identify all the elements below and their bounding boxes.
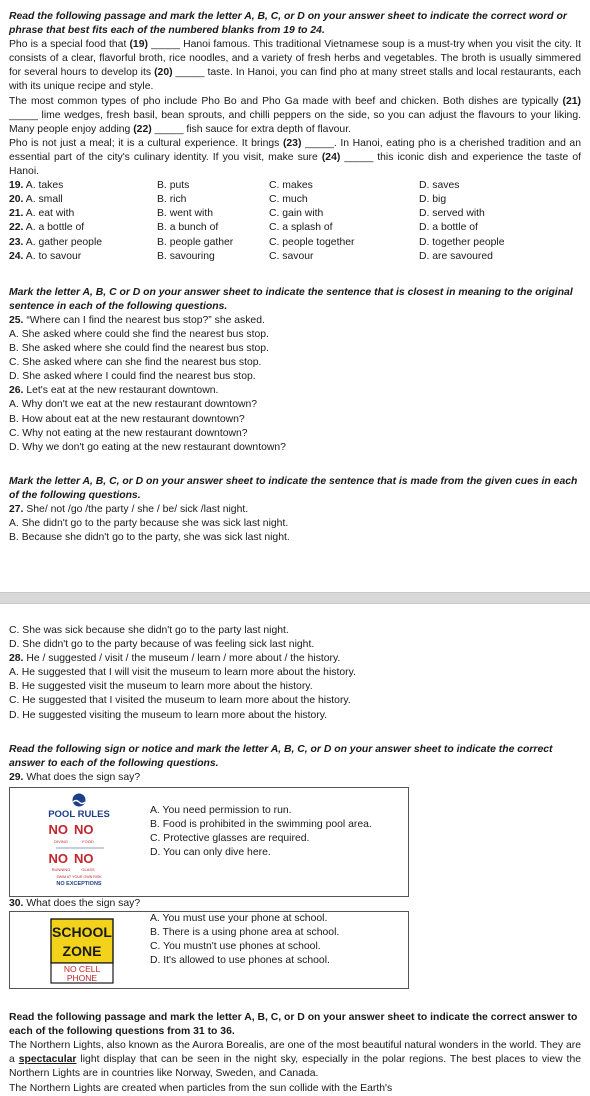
section-4-instruction: Read the following sign or notice and mark the letter A, B, C, or D on your answer sheet to indicate the correct answer to each of the following questions.	[9, 743, 553, 769]
sign-line-2: ZONE	[62, 943, 102, 960]
option-c[interactable]: C. savour	[269, 250, 314, 262]
sign-footer: NO EXCEPTIONS	[56, 880, 102, 887]
passage-1-para-3	[9, 137, 581, 179]
text-run: The Northern Lights, also known as the Aurora Borealis, are one of the most beautiful natural wonders in the world. They are a	[9, 1040, 581, 1066]
option-a[interactable]: A. takes	[25, 180, 64, 192]
option-a[interactable]: A. gather people	[25, 236, 103, 248]
question-number: 23.	[9, 236, 24, 248]
option-30-c[interactable]: C. You mustn't use phones at school.	[150, 941, 321, 953]
option-27-b[interactable]: B. Because she didn't go to the party, she was sick last night.	[9, 532, 290, 544]
question-number: 28.	[9, 653, 24, 665]
section-2-instruction: Mark the letter A, B, C or D on your answer sheet to indicate the sentence that is closest in meaning to the original sentence in each of the following questions.	[9, 286, 573, 312]
option-b[interactable]: B. rich	[157, 194, 187, 206]
options-19-24	[9, 179, 581, 264]
option-row-22	[9, 221, 157, 235]
question-30-box	[9, 911, 409, 989]
question-number: 19.	[9, 180, 24, 192]
question-number: 30.	[9, 897, 24, 909]
question-27-stem	[9, 503, 581, 517]
question-25-stem	[9, 314, 581, 328]
page-2	[0, 604, 590, 1092]
section-3-instruction: Mark the letter A, B, C, or D on your answer sheet to indicate the sentence that is made from the given cues in each of the following questions.	[9, 475, 578, 501]
option-25-a[interactable]: A. She asked where could she find the nearest bus stop.	[9, 328, 269, 340]
option-27-c[interactable]: C. She was sick because she didn't go to the party last night.	[9, 625, 289, 636]
question-text: Let's eat at the new restaurant downtown.	[23, 385, 219, 397]
passage-1-para-1	[9, 38, 581, 94]
question-text: “Where can I find the nearest bus stop?” she asked.	[23, 314, 265, 326]
no-text: NO	[48, 821, 68, 837]
option-d[interactable]: D. served with	[419, 208, 485, 220]
question-text: What does the sign say?	[23, 897, 141, 909]
pool-rules-sign-image	[12, 790, 146, 894]
text-run: _____ taste. In Hanoi, you can find pho at many street stalls and local restaurants, each with its unique recipe and style.	[9, 67, 581, 93]
option-30-d[interactable]: D. It's allowed to use phones at school.	[150, 955, 330, 967]
option-d[interactable]: D. a bottle of	[419, 222, 478, 234]
option-row-20	[9, 193, 157, 207]
passage-2-instruction: Read the following passage and mark the letter A, B, C, or D on your answer sheet to indicate the correct answer to each of the following questions from 31 to 36.	[9, 1012, 578, 1038]
svg-text:FOOD: FOOD	[82, 838, 94, 844]
question-text: He / suggested / visit / the museum / learn / more about / the history.	[23, 653, 341, 665]
option-d[interactable]: D. big	[419, 194, 447, 206]
question-26-stem	[9, 384, 581, 398]
option-27-a[interactable]: A. She didn't go to the party because she was sick last night.	[9, 518, 289, 530]
svg-text:GLASS: GLASS	[81, 866, 95, 872]
question-number: 29.	[9, 771, 24, 783]
blank-number: (21)	[562, 95, 581, 107]
question-text: She/ not /go /the party / she / be/ sick /last night.	[23, 504, 249, 515]
option-28-c[interactable]: C. He suggested that I visited the museum to learn more about the history.	[9, 695, 351, 707]
no-text: NO	[74, 850, 94, 866]
option-25-c[interactable]: C. She asked where can she find the nearest bus stop.	[9, 357, 262, 369]
passage-2-para-1	[9, 1039, 581, 1081]
option-b[interactable]: B. savouring	[157, 250, 215, 262]
question-number: 27.	[9, 504, 24, 515]
option-c[interactable]: C. a splash of	[269, 222, 333, 234]
question-29-options	[150, 804, 402, 860]
option-b[interactable]: B. a bunch of	[157, 222, 219, 234]
passage-2-para-2: The Northern Lights are created when particles from the sun collide with the Earth's	[9, 1082, 393, 1094]
option-row-19	[9, 179, 157, 193]
question-30-options	[150, 912, 402, 968]
swimmer-icon	[73, 793, 86, 806]
page-1-content	[9, 10, 581, 545]
question-30-stem	[9, 897, 581, 911]
option-b[interactable]: B. people gather	[157, 236, 234, 248]
option-25-b[interactable]: B. She asked where she could find the nearest bus stop.	[9, 343, 269, 355]
svg-text:SWIM AT YOUR OWN RISK: SWIM AT YOUR OWN RISK	[56, 874, 102, 879]
option-25-d[interactable]: D. She asked where I could find the nearest bus stop.	[9, 371, 256, 383]
blank-number: (24)	[321, 151, 341, 163]
sign-line-4: PHONE	[66, 973, 98, 984]
option-a[interactable]: A. eat with	[25, 208, 75, 220]
option-row-23	[9, 236, 157, 250]
option-30-b[interactable]: B. There is a using phone area at school.	[150, 927, 340, 939]
blank-number: (19)	[129, 39, 148, 51]
page-2-content	[9, 624, 581, 1096]
text-run: light display that can be seen in the night sky, especially in the polar regions. The best places to view the Northern Lights are in countries like Norway, Sweden, and Canada.	[9, 1054, 581, 1080]
blank-number: (22)	[133, 123, 152, 135]
option-c[interactable]: C. makes	[269, 180, 313, 192]
text-run: _____ this iconic dish and experience the taste of Hanoi.	[9, 151, 582, 178]
blank-number: (23)	[282, 137, 302, 149]
option-28-d[interactable]: D. He suggested visiting the museum to learn more about the history.	[9, 709, 328, 721]
sign-line-1: SCHOOL	[52, 924, 112, 941]
sign-line-3: NO CELL	[63, 964, 101, 975]
question-number: 25.	[9, 314, 24, 326]
option-29-c[interactable]: C. Protective glasses are required.	[150, 833, 310, 845]
option-28-b[interactable]: B. He suggested visit the museum to learn more about the history.	[9, 681, 313, 693]
text-run: _____ lime wedges, fresh basil, bean sprouts, and chilli peppers on the side, so you can adjust the flavours to your liking. Many people enjoy adding	[9, 109, 581, 135]
question-29-box	[9, 787, 409, 897]
option-b[interactable]: B. puts	[157, 180, 190, 192]
option-29-b[interactable]: B. Food is prohibited in the swimming pool area.	[150, 819, 372, 831]
option-26-d[interactable]: D. Why we don't go eating at the new restaurant downtown?	[9, 441, 286, 453]
passage-1-instruction: Read the following passage and mark the letter A, B, C, or D on your answer sheet to indicate the correct word or phrase that best fits each of the numbered blanks from 19 to 24.	[9, 11, 567, 37]
option-d[interactable]: D. together people	[419, 236, 505, 248]
svg-text:DIVING: DIVING	[54, 838, 68, 844]
sign-title: POOL RULES	[48, 808, 110, 820]
question-text: What does the sign say?	[23, 771, 141, 783]
option-row-24	[9, 250, 157, 264]
option-29-d[interactable]: D. You can only dive here.	[150, 847, 271, 859]
school-zone-sign-image	[50, 918, 114, 984]
option-26-c[interactable]: C. Why not eating at the new restaurant downtown?	[9, 427, 248, 439]
text-run: The most common types of pho include Pho Bo and Pho Ga made with beef and chicken. Both dishes are typically	[9, 95, 563, 107]
option-c[interactable]: C. people together	[269, 236, 355, 248]
option-d[interactable]: D. saves	[419, 180, 460, 192]
question-28-stem	[9, 652, 581, 666]
text-run: _____ fish sauce for extra depth of flavour.	[151, 123, 351, 135]
question-number: 26.	[9, 385, 24, 397]
question-number: 20.	[9, 194, 24, 206]
option-d[interactable]: D. are savoured	[419, 250, 493, 262]
option-27-d[interactable]: D. She didn't go to the party because of was feeling sick last night.	[9, 639, 315, 651]
text-run: Pho is a special food that	[9, 39, 130, 51]
question-29-stem	[9, 771, 581, 785]
option-c[interactable]: C. gain with	[269, 208, 324, 220]
blank-number: (20)	[154, 67, 173, 79]
option-29-a[interactable]: A. You need permission to run.	[150, 804, 292, 816]
option-a[interactable]: A. a bottle of	[25, 222, 85, 234]
underlined-word: spectacular	[18, 1054, 77, 1066]
option-26-b[interactable]: B. How about eat at the new restaurant downtown?	[9, 413, 245, 425]
question-number: 22.	[9, 222, 24, 234]
question-number: 24.	[9, 250, 24, 262]
no-running-icon	[49, 851, 71, 872]
page-break	[0, 592, 590, 604]
option-28-a[interactable]: A. He suggested that I will visit the museum to learn more about the history.	[9, 667, 356, 679]
no-text: NO	[74, 821, 94, 837]
text-run: _____. In Hanoi, eating pho is a cherished tradition and an essential part of the city's culinary identity. If you visit, make sure	[9, 137, 581, 163]
option-row-21	[9, 207, 157, 221]
option-a[interactable]: A. to savour	[25, 250, 82, 262]
question-number: 21.	[9, 208, 24, 220]
option-b[interactable]: B. went with	[157, 208, 214, 220]
no-text: NO	[48, 850, 68, 866]
svg-text:RUNNING: RUNNING	[51, 866, 71, 872]
option-a[interactable]: A. small	[25, 194, 63, 206]
option-30-a[interactable]: A. You must use your phone at school.	[150, 913, 328, 925]
option-26-a[interactable]: A. Why don't we eat at the new restaurant downtown?	[9, 399, 258, 411]
option-c[interactable]: C. much	[269, 194, 308, 206]
text-run: Pho is not just a meal; it is a cultural experience. It brings	[9, 137, 283, 149]
passage-1-para-2	[9, 95, 581, 137]
text-run: _____ Hanoi famous. This traditional Vietnamese soup is a must-try when you visit the city. It consists of a clear, flavorful broth, rice noodles, and a variety of fresh herbs and vegetables. The broth is usually simmered for several hours to develop its	[9, 39, 581, 79]
